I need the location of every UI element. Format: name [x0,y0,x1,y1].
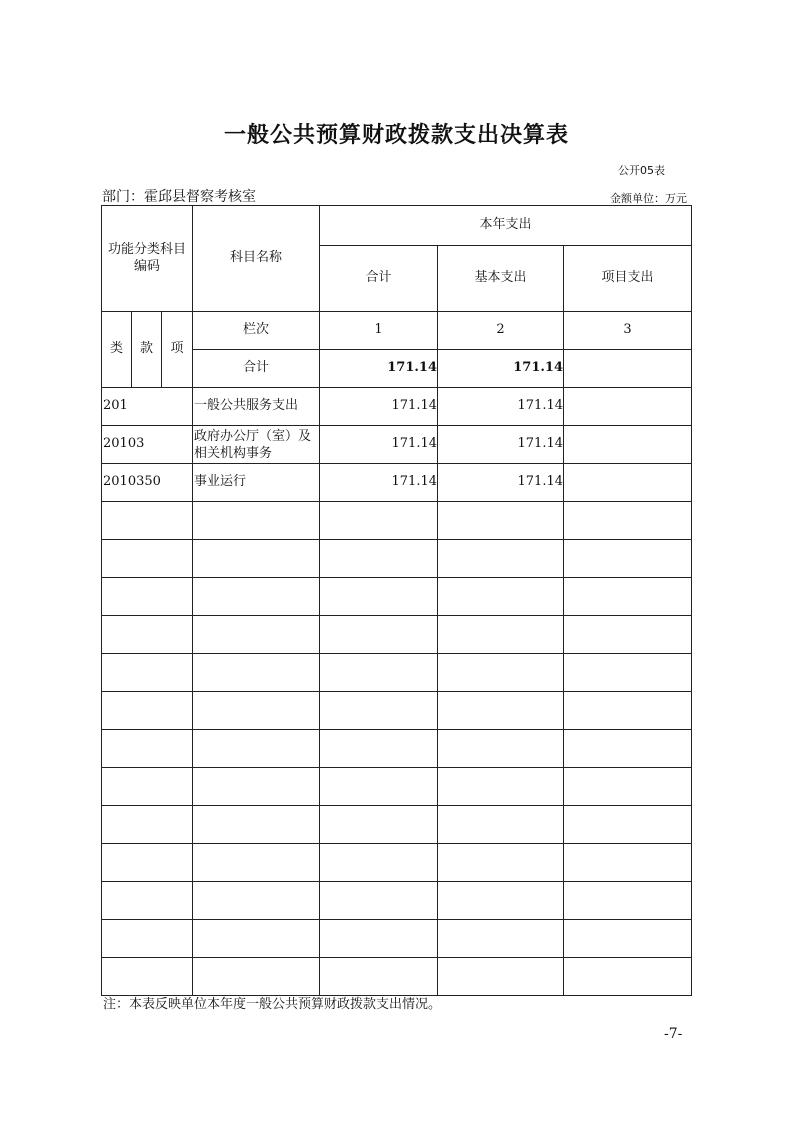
empty-table-row [102,578,692,616]
empty-cell [320,844,438,882]
empty-cell [564,958,692,996]
header-total: 合计 [320,246,438,312]
empty-cell [102,920,193,958]
empty-table-row [102,502,692,540]
empty-cell [193,958,320,996]
col-2: 2 [438,312,564,350]
empty-table-row [102,806,692,844]
empty-cell [438,616,564,654]
empty-cell [438,768,564,806]
header-subject-name: 科目名称 [193,206,320,312]
empty-cell [102,692,193,730]
empty-cell [564,768,692,806]
empty-table-row [102,692,692,730]
row-code: 20103 [102,426,193,464]
row-basic: 171.14 [438,464,564,502]
empty-cell [438,502,564,540]
row-total: 171.14 [320,426,438,464]
empty-cell [193,768,320,806]
empty-cell [320,730,438,768]
empty-cell [102,730,193,768]
empty-cell [564,654,692,692]
col-1: 1 [320,312,438,350]
row-project [564,464,692,502]
empty-cell [320,578,438,616]
empty-table-row [102,920,692,958]
empty-cell [564,540,692,578]
empty-cell [438,578,564,616]
header-project: 项目支出 [564,246,692,312]
empty-cell [102,882,193,920]
empty-cell [320,502,438,540]
form-number: 公开05表 [618,164,665,177]
table-note: 注：本表反映单位本年度一般公共预算财政拨款支出情况。 [103,997,442,1012]
empty-cell [438,806,564,844]
empty-cell [102,654,193,692]
empty-cell [320,882,438,920]
empty-cell [102,806,193,844]
header-lei: 类 [102,312,132,388]
header-kuan: 款 [132,312,162,388]
row-code: 201 [102,388,193,426]
empty-cell [564,578,692,616]
total-row-label: 合计 [193,350,320,388]
table-row [102,388,692,426]
empty-cell [564,882,692,920]
row-code: 2010350 [102,464,193,502]
empty-cell [193,730,320,768]
page-number: -7- [664,1026,683,1042]
empty-cell [193,882,320,920]
empty-rows [102,502,692,996]
header-basic: 基本支出 [438,246,564,312]
empty-cell [564,502,692,540]
empty-cell [564,806,692,844]
empty-cell [193,540,320,578]
empty-cell [102,540,193,578]
header-current-year: 本年支出 [320,206,692,246]
empty-table-row [102,540,692,578]
empty-cell [193,616,320,654]
empty-cell [564,616,692,654]
empty-table-row [102,730,692,768]
page-title: 一般公共预算财政拨款支出决算表 [223,123,569,148]
empty-cell [102,958,193,996]
empty-cell [320,540,438,578]
table-row [102,464,692,502]
empty-cell [564,844,692,882]
budget-table [101,205,692,996]
empty-table-row [102,882,692,920]
empty-cell [438,958,564,996]
header-xiang: 项 [162,312,193,388]
row-name: 事业运行 [193,464,320,502]
table-row [102,426,692,464]
empty-cell [564,730,692,768]
total-row-total: 171.14 [320,350,438,388]
empty-cell [193,920,320,958]
empty-cell [320,654,438,692]
header-func-code: 功能分类科目编码 [102,206,193,312]
empty-cell [320,958,438,996]
empty-cell [320,692,438,730]
empty-cell [438,730,564,768]
empty-cell [438,540,564,578]
total-row-project [564,350,692,388]
empty-cell [193,654,320,692]
empty-cell [102,768,193,806]
empty-cell [102,616,193,654]
row-name: 政府办公厅（室）及相关机构事务 [193,426,320,464]
empty-table-row [102,844,692,882]
empty-cell [564,692,692,730]
empty-cell [193,844,320,882]
empty-cell [438,882,564,920]
row-project [564,426,692,464]
empty-cell [102,502,193,540]
col-3: 3 [564,312,692,350]
empty-cell [102,578,193,616]
row-name: 一般公共服务支出 [193,388,320,426]
empty-cell [320,616,438,654]
row-basic: 171.14 [438,426,564,464]
empty-table-row [102,768,692,806]
empty-cell [193,806,320,844]
department-label: 部门：霍邱县督察考核室 [102,189,256,205]
empty-cell [438,844,564,882]
empty-cell [438,654,564,692]
empty-cell [320,920,438,958]
column-label: 栏次 [193,312,320,350]
empty-cell [438,692,564,730]
empty-table-row [102,654,692,692]
total-row-basic: 171.14 [438,350,564,388]
unit-label: 金额单位：万元 [610,192,687,205]
empty-cell [438,920,564,958]
row-total: 171.14 [320,388,438,426]
empty-cell [102,844,193,882]
row-total: 171.14 [320,464,438,502]
row-basic: 171.14 [438,388,564,426]
empty-table-row [102,958,692,996]
empty-cell [193,692,320,730]
empty-table-row [102,616,692,654]
row-project [564,388,692,426]
empty-cell [193,578,320,616]
empty-cell [564,920,692,958]
empty-cell [193,502,320,540]
empty-cell [320,768,438,806]
empty-cell [320,806,438,844]
